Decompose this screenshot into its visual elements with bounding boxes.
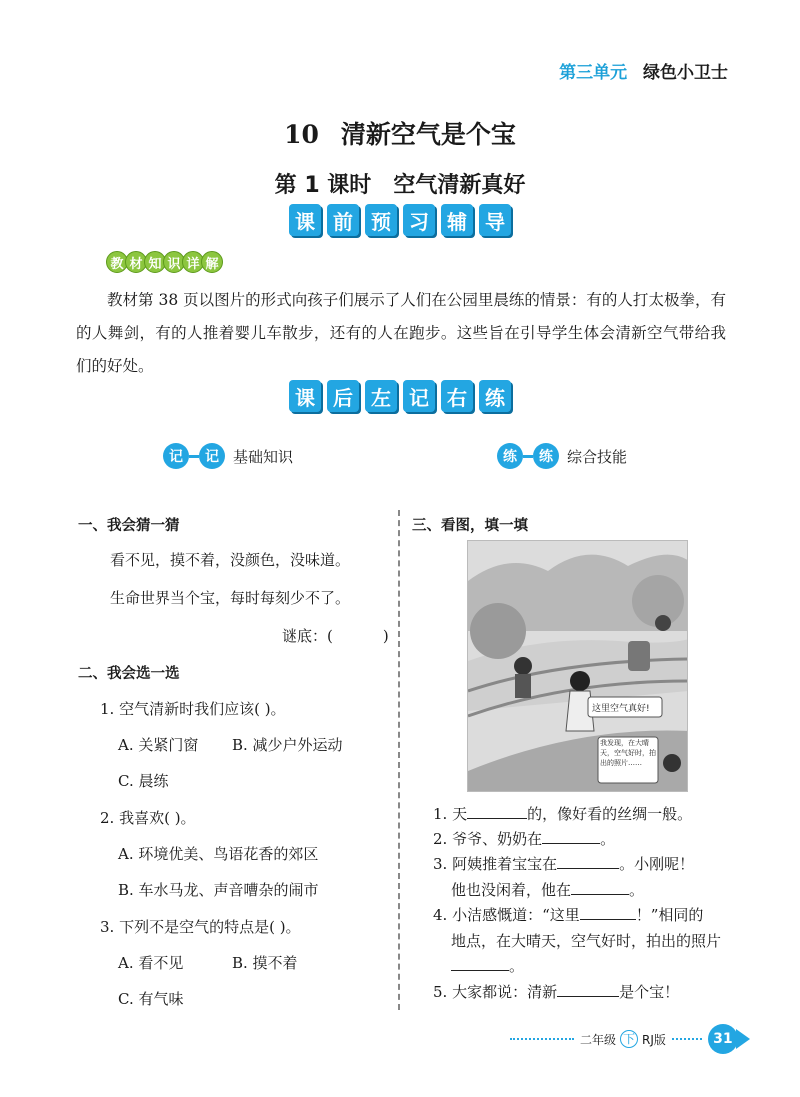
park-illustration [467, 540, 688, 792]
fill-text: 5. 大家都说：清新 [433, 983, 558, 1001]
fill-blank[interactable] [580, 919, 636, 920]
unit-header [559, 58, 728, 83]
tag-char: 解 [201, 251, 223, 273]
banner-char: 左 [365, 380, 397, 412]
section-comprehensive-skills [497, 443, 627, 469]
q3-title: 三、看图，填一填 [412, 518, 528, 534]
fill-text: 2. 爷爷、奶奶在 [433, 830, 543, 848]
banner-char: 记 [403, 380, 435, 412]
fill-blank[interactable] [571, 894, 629, 895]
banner-char: 习 [403, 204, 435, 236]
section-label: 综合技能 [567, 447, 628, 466]
park-scene-svg [468, 541, 688, 792]
fill-text: 。小刚呢！ [619, 855, 695, 873]
answer-label: 谜底：( [282, 627, 333, 645]
fill-item-1 [433, 803, 692, 824]
speech-bubble-text: 这里空气真好! [592, 704, 650, 714]
section-label: 基础知识 [233, 447, 294, 466]
fill-item-3 [433, 853, 694, 874]
bubble-char: 记 [163, 443, 189, 469]
footer-dots [510, 1038, 574, 1040]
banner-char: 课 [289, 204, 321, 236]
lesson-name: 清新空气是个宝 [340, 120, 516, 149]
column-divider [398, 510, 400, 1010]
fill-blank[interactable] [557, 868, 619, 869]
fill-blank[interactable] [451, 970, 509, 971]
page-footer [510, 1024, 750, 1054]
intro-paragraph: 教材第 38 页以图片的形式向孩子们展示了人们在公园里晨练的情景：有的人打太极拳，有的人舞剑，有的人推着婴儿车散步，还有的人在跑步。这些旨在引导学生体会清新空气带给我们的好处。 [76, 291, 726, 375]
banner-char: 右 [441, 380, 473, 412]
textbook-knowledge-tag [106, 251, 220, 273]
tag-char: 教 [106, 251, 128, 273]
choice-option[interactable]: A. 环境优美、鸟语花香的郊区 [118, 845, 319, 863]
fill-text: 3. 阿姨推着宝宝在 [433, 855, 558, 873]
riddle-line: 生命世界当个宝，每时每刻少不了。 [110, 589, 351, 607]
unit-name: 绿色小卫士 [643, 63, 728, 83]
footer-dots [672, 1038, 702, 1040]
banner-char: 课 [289, 380, 321, 412]
choice-option[interactable]: C. 晨练 [118, 772, 169, 790]
fill-blank[interactable] [467, 818, 527, 819]
tag-char: 材 [125, 251, 147, 273]
footer-term: 下 [620, 1030, 638, 1048]
choice-question[interactable]: 1. 空气清新时我们应该( )。 [100, 700, 286, 718]
choice-option[interactable]: A. 关紧门窗 [118, 736, 199, 754]
period-title [0, 168, 800, 199]
fill-text: 。 [509, 957, 525, 975]
fill-item-4-end [451, 955, 524, 976]
page-arrow-icon [736, 1029, 750, 1049]
fill-text: ！”相同的 [635, 906, 704, 924]
choice-option[interactable]: B. 摸不着 [232, 954, 298, 972]
fill-text: 4. 小洁感慨道：“这里 [433, 906, 580, 924]
riddle-line: 看不见，摸不着，没颜色，没味道。 [110, 551, 351, 569]
q1-title: 一、我会猜一猜 [78, 518, 180, 534]
fill-item-3-cont [451, 879, 644, 900]
period-label: 第 1 课时 [274, 173, 372, 198]
banner-char: 前 [327, 204, 359, 236]
tag-char: 详 [182, 251, 204, 273]
footer-grade: 二年级 [580, 1032, 617, 1047]
fill-blank[interactable] [557, 996, 619, 997]
section-basic-knowledge [163, 443, 293, 469]
section-bubbles [163, 443, 225, 469]
lesson-number: 10 [284, 120, 319, 149]
thought-note-text: 我发现，在大晴天，空气好时，拍出的照片…… [600, 739, 656, 767]
banner-char: 预 [365, 204, 397, 236]
fill-item-4 [433, 904, 703, 925]
answer-close: ) [382, 627, 389, 645]
page-number: 31 [708, 1024, 738, 1054]
choice-option[interactable]: B. 减少户外运动 [232, 736, 343, 754]
banner-preview [0, 204, 800, 236]
choice-question[interactable]: 2. 我喜欢( )。 [100, 809, 196, 827]
riddle-answer [282, 625, 389, 646]
section-bubbles [497, 443, 559, 469]
bubble-char: 练 [533, 443, 559, 469]
lesson-title [0, 115, 800, 151]
bubble-char: 练 [497, 443, 523, 469]
banner-char: 导 [479, 204, 511, 236]
banner-char: 后 [327, 380, 359, 412]
choice-option[interactable]: B. 车水马龙、声音嘈杂的闹市 [118, 881, 319, 899]
tag-char: 识 [163, 251, 185, 273]
unit-number: 第三单元 [559, 63, 628, 83]
choice-question[interactable]: 3. 下列不是空气的特点是( )。 [100, 918, 301, 936]
fill-item-5 [433, 981, 679, 1002]
fill-text: 他也没闲着，他在 [451, 881, 572, 899]
fill-text: 。 [629, 881, 645, 899]
choice-option[interactable]: A. 看不见 [118, 954, 184, 972]
fill-text: 是个宝！ [619, 983, 680, 1001]
fill-text: 1. 天 [433, 805, 468, 823]
period-name: 空气清新真好 [393, 173, 526, 198]
fill-blank[interactable] [542, 843, 600, 844]
fill-item-4-cont: 地点，在大晴天，空气好时，拍出的照片 [451, 932, 722, 950]
fill-item-2 [433, 828, 615, 849]
fill-text: 。 [600, 830, 616, 848]
banner-char: 辅 [441, 204, 473, 236]
q2-title: 二、我会选一选 [78, 666, 180, 682]
fill-text: 的，像好看的丝绸一般。 [527, 805, 693, 823]
bubble-char: 记 [199, 443, 225, 469]
banner-practice [0, 380, 800, 412]
banner-char: 练 [479, 380, 511, 412]
tag-char: 知 [144, 251, 166, 273]
choice-option[interactable]: C. 有气味 [118, 990, 184, 1008]
footer-edition: RJ版 [642, 1032, 666, 1047]
